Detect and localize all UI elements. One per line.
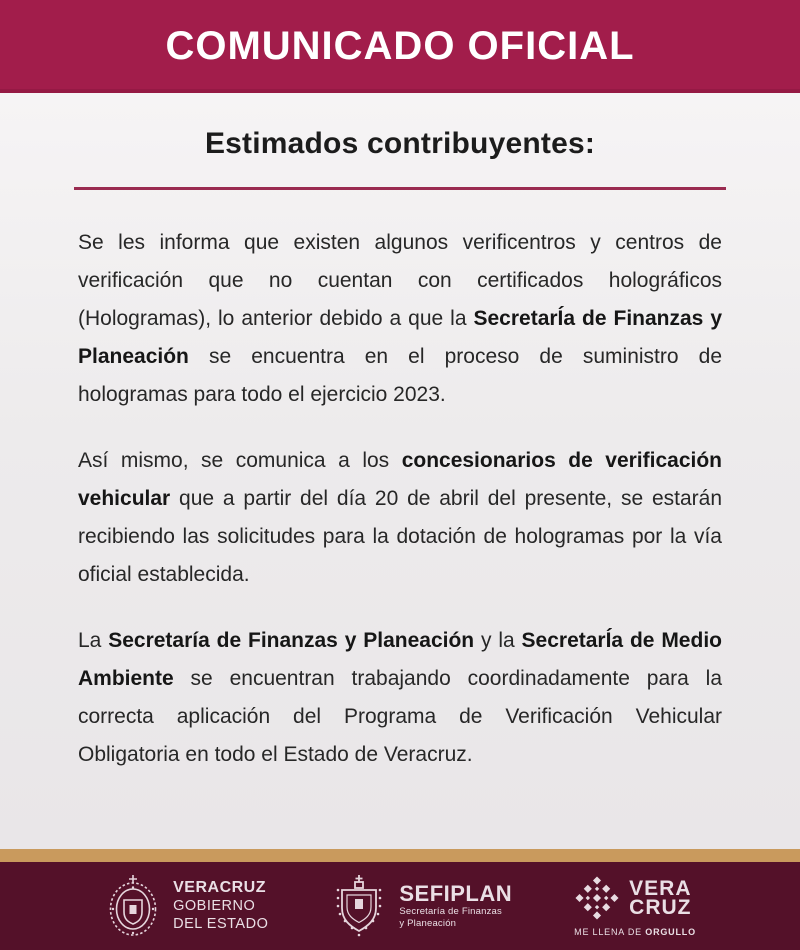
sefiplan-subtitle-2: y Planeación <box>399 918 457 929</box>
divider-line <box>74 187 726 190</box>
body-content <box>0 93 800 849</box>
veracruz-brand-text <box>629 879 691 917</box>
paragraphs <box>78 224 722 774</box>
paragraph-bold-run: concesionarios de verificación vehicular <box>78 449 723 510</box>
greeting-heading: Estimados contribuyentes: <box>204 127 596 160</box>
paragraph <box>78 224 722 414</box>
page-title: COMUNICADO OFICIAL <box>165 24 635 68</box>
tagline-bold: ORGULLO <box>645 927 696 937</box>
paragraph-run: se encuentran trabajando coordinadamente para la correcta aplicación del Programa de Verificación Vehicular Obligatoria en todo el Estado de Veracruz. <box>78 667 722 766</box>
gobierno-text-block <box>173 879 268 933</box>
paragraph-bold-run: SecretarÍa de Medio Ambiente <box>78 629 722 690</box>
paragraph-run: La <box>78 629 109 652</box>
logo-sefiplan <box>330 874 512 938</box>
footer-bar <box>0 862 800 950</box>
paragraph-bold-run: Secretaría de Finanzas y Planeación <box>108 629 475 652</box>
veracruz-tagline <box>574 927 696 937</box>
sefiplan-title: SEFIPLAN <box>399 881 513 906</box>
paragraph-run: y la <box>474 629 522 652</box>
gobierno-line-3: DEL ESTADO <box>173 916 269 932</box>
veracruz-brand-lockup <box>574 875 691 921</box>
logo-veracruz-gobierno <box>104 874 268 938</box>
veracruz-pattern-icon <box>574 875 620 921</box>
veracruz-brand-word-2: CRUZ <box>629 896 692 919</box>
gold-strip <box>0 849 800 862</box>
tagline-prefix: ME LLENA DE <box>574 927 646 937</box>
paragraph-run: que a partir del día 20 de abril del presente, se estarán recibiendo las solicitudes para la dotación de hologramas por la vía oficial establecida. <box>78 487 722 586</box>
logo-veracruz-brand <box>574 875 696 937</box>
veracruz-brand-word-1: VERA <box>629 877 692 900</box>
gobierno-line-2: GOBIERNO <box>173 898 256 914</box>
paragraph <box>78 442 722 594</box>
sefiplan-shield-icon <box>330 874 388 938</box>
gobierno-line-1: VERACRUZ <box>173 879 266 896</box>
paragraph-run: Se les informa que existen algunos verificentros y centros de verificación que no cuentan con certificados holográficos (Hologramas), lo anterior debido a que la <box>78 231 722 330</box>
sefiplan-text-block <box>399 882 512 930</box>
paragraph-run: se encuentra en el proceso de suministro de hologramas para todo el ejercicio 2023. <box>78 345 722 406</box>
paragraph-bold-run: SecretarÍa de Finanzas y Planeación <box>78 307 723 368</box>
paragraph <box>78 622 722 774</box>
paragraph-run: Así mismo, se comunica a los <box>78 449 402 472</box>
header-banner <box>0 0 800 93</box>
sefiplan-subtitle-1: Secretaría de Finanzas <box>399 906 502 917</box>
veracruz-coat-of-arms-icon <box>104 874 162 938</box>
